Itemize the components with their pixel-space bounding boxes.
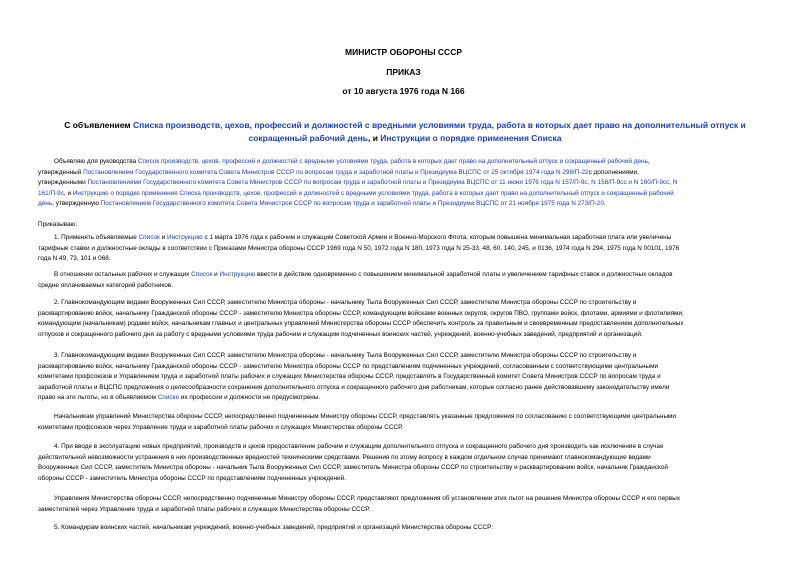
subject-instruction-link[interactable]: Инструкции о порядке применения Списка: [380, 133, 562, 143]
subject-prefix: С объявлением: [64, 120, 133, 130]
item-text: и: [159, 234, 167, 241]
item-1-note-line-2: средне оплачиваемых категорий работников.: [38, 281, 173, 289]
item-text: и: [212, 271, 220, 278]
intro-text: ,: [647, 158, 650, 165]
intro-text: Объявляю для руководства: [54, 158, 138, 165]
intro-line-5: [38, 199, 798, 210]
item-text: ввести в действие одновременно с повышением минимальной заработной платы и увеличением тарифных ставок и должностных окладов: [255, 271, 673, 278]
item-3-line-3: комитетами профсоюзов и Управлением труда и заработной платы рабочих и служащих Министерства обороны СССР, представлять в Государственный комитет Совета Министров СССР по вопросам труда и: [38, 373, 661, 380]
item-3-note-line-1: Начальникам управлений Министерства обороны СССР, непосредственно подчиненным Министру обороны СССР, представлять указанные предложения по согласованию с соответствующими центральными: [54, 413, 676, 420]
item-4-line-3: Вооруженных Сил СССР, заместитель Министра обороны - начальник Тыла Вооруженных Сил СССР, заместитель Министра обороны СССР по строительству и расквартированию войск, начальник Гражданской: [38, 464, 669, 471]
item-4-line-2: действительной невозможности устранения в них производственных вредностей техническими средствами. Решения по этому вопросу в каждом отдельном случае принимают главнокомандующие видами: [38, 453, 651, 461]
item-text: с 1 марта 1976 года к рабочим и служащим Советской Армии и Военно-Морского Флота, которым повышена минимальная заработная плата или увеличены: [202, 234, 672, 241]
intro-text: .: [603, 200, 606, 207]
intro-text: , утвержденную: [52, 200, 101, 207]
item-3-line-4: заработной платы и ВЦСПС предложения о целесообразности сохранения дополнительного отпуска и сокращенного рабочего дня работникам, которые согласно ранее действовавшему законодательству имели: [38, 383, 670, 391]
item-1-note-list-link[interactable]: Список: [191, 271, 213, 278]
item-1-line-1: [38, 233, 798, 244]
intro-paragraph: [38, 157, 798, 210]
subject-middle: , и: [367, 133, 381, 143]
intro-text: с дополнениями,: [588, 168, 639, 176]
item-2: [38, 298, 798, 340]
item-1-line-2: тарифные ставки и должностные оклады в соответствии с Приказами Министра обороны СССР 1969 года N 50, 1972 года N 180, 1973 года N 25-33, 48, 60, 140, 245, и 0136, 1974 года N 294, 1975 года N 00101, 1976: [38, 244, 680, 252]
subject-list-link[interactable]: Списка производств, цехов, профессий и должностей с вредными условиями труда, работа в которых дает право на дополнительный отпуск и сокращенный рабочий день: [132, 120, 746, 143]
item-2-line-4: отпусков и сокращенного рабочего дня за работу с вредными условиями труда рабочим и служащим подчиненных воинских частей, учреждений, военно-учебных заведений, предприятий и организаций.: [38, 330, 643, 338]
intro-line-1: [38, 157, 798, 168]
item-text: право на эти льготы, но в объявляемом: [38, 394, 158, 401]
item-5-line-1: 5. Командирам воинских частей, начальникам учреждений, военно-учебных заведений, предприятий и организаций Министерства обороны СССР:: [54, 524, 494, 531]
item-3: [38, 351, 798, 404]
item-2-line-3: командующим (начальникам) родами войск, начальникам главных и центральных управлений Министерства обороны СССР обеспечить контроль за правильным и своевременным предоставлением дополнительных: [38, 320, 684, 327]
item-1-instruction-link[interactable]: Инструкцию: [166, 234, 203, 241]
item-3-line-2: расквартированию войск, начальнику Гражданской обороны СССР - заместителю Министра обороны СССР по представлениям подчиненных учреждений, согласованным с соответствующими центральными: [38, 362, 659, 370]
item-1: [38, 233, 798, 265]
resolution-298-link[interactable]: Постановлением Государственного комитета Совета Министров СССР по вопросам труда и заработной платы и Президиума ВЦСПС от 25 октября 1974 года N 298/П-22: [83, 168, 589, 176]
item-5: [38, 523, 798, 534]
order-word: Приказываю:: [38, 221, 78, 228]
item-3-note: [38, 412, 798, 433]
item-1-note-line-1: [38, 270, 798, 281]
resolution-161-link[interactable]: 161/П-9с: [38, 189, 64, 197]
document-subject: [40, 119, 770, 145]
item-2-line-2: расквартированию войск, начальнику Гражданской обороны СССР - заместителю Министра обороны СССР, командующим войсками военных округов, округов ПВО, группами войск, флотами, армиями и флотилиями,: [38, 309, 684, 317]
document-type-heading: ПРИКАЗ: [386, 67, 421, 77]
intro-list-link[interactable]: Список производств, цехов, профессий и должностей с вредными условиями труда, работа в которых дает право на дополнительный отпуск и сокращенный рабочий день: [137, 158, 648, 165]
item-1-line-3: года N 49, 73, 101 и 068.: [38, 255, 111, 262]
item-1-list-link[interactable]: Список: [138, 234, 160, 241]
resolution-273-link[interactable]: Постановлением Государственного комитета Совета Министров СССР по вопросам труда и заработной платы и Президиума ВЦСПС от 21 ноября 1975 года N 273/П-20: [100, 200, 604, 207]
intro-text: утвержденными: [38, 179, 88, 186]
item-4-note-line-2: заместителей через Управление труда и заработной платы рабочих и служащих Министерства обороны СССР.: [38, 505, 371, 513]
item-text: В отношении остальных рабочих и служащих: [54, 271, 192, 278]
item-3-line-5: [38, 393, 798, 404]
intro-line-2: [38, 168, 798, 179]
item-4-note-line-1: Управления Министерства обороны СССР, непосредственно подчиненные Министру обороны СССР, представляют предложения об установлении этих льгот на решение Министра обороны СССР и его первых: [54, 495, 680, 502]
item-4-note: [38, 494, 798, 515]
item-4-line-1: 4. При вводе в эксплуатацию новых предприятий, производств и цехов предоставление рабочим и служащим дополнительного отпуска и сокращенного рабочего дня производить как исключение в случае: [54, 443, 664, 450]
item-2-line-1: 2. Главнокомандующим видами Вооруженных Сил СССР, заместителю Министра обороны - начальнику Тыла Вооруженных Сил СССР, заместителю Министра обороны СССР по строительству и: [54, 299, 637, 306]
document-date-heading: от 10 августа 1976 года N 166: [342, 86, 465, 96]
resolutions-1976-link[interactable]: Постановлениями Государственного комитета Совета Министров СССР по вопросам труда и заработной платы и Президиума ВЦСПС от 11 июня 1976 года N 157/П-9с, N 158/П-9сс и N 160/П-9сс, N: [87, 179, 678, 186]
item-text: их профессии и должности не предусмотрены.: [179, 394, 321, 401]
issuer-heading: МИНИСТР ОБОРОНЫ СССР: [345, 47, 462, 57]
item-4: [38, 442, 798, 484]
order-heading: [38, 220, 798, 231]
item-3-note-line-2: комитетами профсоюзов через Управление труда и заработной платы рабочих и служащих Министерства обороны СССР.: [38, 423, 403, 431]
item-1-note-instruction-link[interactable]: Инструкцию: [219, 271, 256, 278]
instruction-link-end[interactable]: день: [38, 200, 53, 207]
intro-line-4: [38, 189, 798, 200]
intro-line-3: [38, 178, 798, 189]
intro-text: , и: [63, 189, 73, 197]
item-4-line-4: обороны СССР - заместитель Министра обороны СССР по представлениям подчиненных учреждений.: [38, 474, 346, 482]
instruction-link[interactable]: Инструкцию о порядке применения Списка производств, цехов, профессий и должностей с вредными условиями труда, работа в которых дает право на дополнительный отпуск и сокращенный рабочий: [72, 189, 674, 197]
item-3-list-link[interactable]: Списке: [157, 394, 180, 401]
item-text: 1. Применять объявляемые: [54, 234, 139, 241]
intro-text: утвержденный: [38, 168, 84, 176]
item-1-note: [38, 270, 798, 291]
item-3-line-1: 3. Главнокомандующим видами Вооруженных Сил СССР, заместителю Министра обороны - начальнику Тыла Вооруженных Сил СССР, заместителю Министра обороны СССР по строительству и: [54, 352, 637, 359]
